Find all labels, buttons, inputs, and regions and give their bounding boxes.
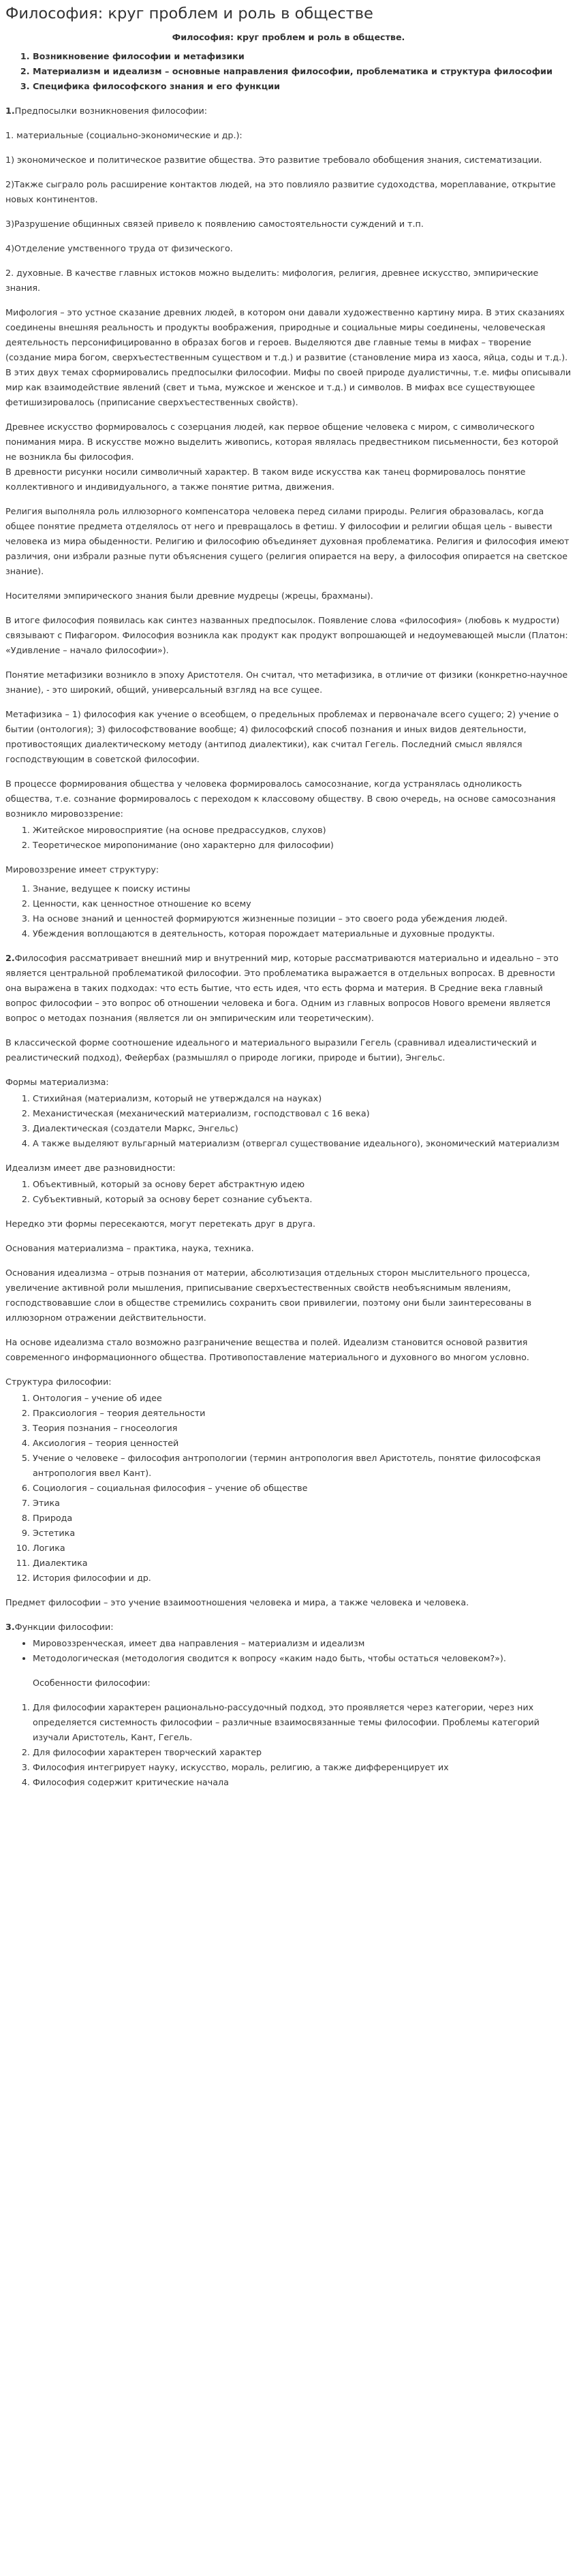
list-item: 2. Ценности, как ценностное отношение ко всему bbox=[33, 896, 572, 911]
paragraph: Метафизика – 1) философия как учение о всеобщем, о предельных проблемах и первоначале всего сущего; 2) учение о бытии (онтология); 3) философствование вообще; 4) философский способ познания и иных видов деятельности, противостоящих диалектическому методу (антипод диалектики), как считал Гегель. Последний смысл являлся господствующим в советской философии. bbox=[5, 709, 559, 764]
materialism-forms-list bbox=[5, 1091, 572, 1151]
section-3-heading bbox=[5, 1620, 572, 1635]
table-of-contents bbox=[5, 49, 572, 94]
list-item: 4. Аксиология – теория ценностей bbox=[33, 1436, 572, 1451]
list-item: 5. Учение о человеке – философия антропологии (термин антропология ввел Аристотель, понятие философская антропология ввел Кант). bbox=[33, 1451, 572, 1481]
list-item: 4. Убеждения воплощаются в деятельность, которая порождает материальные и духовные продукты. bbox=[33, 926, 572, 941]
list-item: 2. Субъективный, который за основу берет сознание субъекта. bbox=[33, 1192, 572, 1207]
list-item: 1. Знание, ведущее к поиску истины bbox=[33, 881, 572, 896]
list-item: 1. Стихийная (материализм, который не утверждался на науках) bbox=[33, 1091, 572, 1106]
section-3-number: 3. bbox=[5, 1622, 15, 1632]
list-item: 2. Праксиология – теория деятельности bbox=[33, 1406, 572, 1421]
list-item: 2. Теоретическое миропонимание (оно характерно для философии) bbox=[33, 838, 572, 853]
list-item: 1. Онтология – учение об идее bbox=[33, 1391, 572, 1406]
list-item: • Методологическая (методология сводится к вопросу «каким надо быть, чтобы остаться человеком?»). bbox=[33, 1651, 572, 1666]
paragraph: Формы материализма: bbox=[5, 1077, 109, 1087]
paragraph-part: В древности рисунки носили символичный характер. В таком виде искусства как танец формировалось понятие коллективного и индивидуального, а также понятие ритма, движения. bbox=[5, 467, 526, 492]
list-item: 3. На основе знаний и ценностей формируются жизненные позиции – это своего рода убеждения людей. bbox=[33, 911, 572, 926]
list-item: 6. Социология – социальная философия – учение об обществе bbox=[33, 1481, 572, 1496]
paragraph: Основания идеализма – отрыв познания от материи, абсолютизация отдельных сторон мыслительного процесса, увеличение активной роли мышления, приписывание сверхъестественных свойств необъяснимым явлениям, господствовавшие слои в обществе стремились сохранить свои привилегии, поэтому они были заинтересованы в иллюзорном отражении действительности. bbox=[5, 1268, 532, 1323]
paragraph: 4)Отделение умственного труда от физического. bbox=[5, 243, 233, 253]
list-item: 9. Эстетика bbox=[33, 1526, 572, 1541]
list-item: 4. А также выделяют вульгарный материализм (отвергал существование идеального), экономический материализм bbox=[33, 1136, 572, 1151]
paragraph: Основания материализма – практика, наука, техника. bbox=[5, 1243, 254, 1253]
paragraph: Структура философии: bbox=[5, 1377, 112, 1387]
list-item: 2. Механистическая (механический материализм, господствовал с 16 века) bbox=[33, 1106, 572, 1121]
paragraph: Нередко эти формы пересекаются, могут перетекать друг в друга. bbox=[5, 1219, 316, 1229]
list-item: 12. История философии и др. bbox=[33, 1571, 572, 1586]
worldview-structure-list bbox=[5, 881, 572, 941]
paragraph: В итоге философия появилась как синтез названных предпосылок. Появление слова «философия» (любовь к мудрости) связывают с Пифагором. Философия возникла как продукт как продукт вопрошающей и недоумевающей мысли (Платон: «Удивление – начало философии»). bbox=[5, 615, 568, 655]
article-subtitle: Философия: круг проблем и роль в обществе. bbox=[172, 32, 405, 42]
list-item: 7. Этика bbox=[33, 1496, 572, 1511]
functions-list bbox=[5, 1636, 572, 1666]
paragraph: Носителями эмпирического знания были древние мудрецы (жрецы, брахманы). bbox=[5, 591, 373, 601]
section-2-number: 2. bbox=[5, 953, 15, 963]
paragraph: 1) экономическое и политическое развитие общества. Это развитие требовало обобщения знания, систематизации. bbox=[5, 155, 542, 165]
list-item: 8. Природа bbox=[33, 1511, 572, 1526]
paragraph bbox=[5, 420, 572, 494]
list-item: 3. Диалектическая (создатели Маркс, Энгельс) bbox=[33, 1121, 572, 1136]
paragraph: Понятие метафизики возникло в эпоху Аристотеля. Он считал, что метафизика, в отличие от физики (конкретно-научное знание), - это широкий, общий, универсальный взгляд на все сущее. bbox=[5, 670, 568, 695]
paragraph: Мифология – это устное сказание древних людей, в котором они давали художественно картину мира. В этих сказаниях соединены внешняя реальность и продукты воображения, природные и социальные миры соединены, человеческая деятельность персонифицированно в образах богов и героев. Выделяются две главные темы в мифах – творение (создание мира богом, сверхъестественным существом и т.д.) и развитие (становление мира из хаоса, яйца, соды и т.д.). В этих двух темах сформировались предпосылки философии. Мифы по своей природе дуалистичны, т.е. мифы описывали мир как взаимодействие явлений (свет и тьма, мужское и женское и т.д.) и символов. В мифах все существующее фетишизировалось (приписание сверхъестественных свойств). bbox=[5, 307, 572, 407]
list-item: 4. Философия содержит критические начала bbox=[33, 1775, 572, 1790]
list-item: 1. Для философии характерен рационально-рассудочный подход, это проявляется через категории, через них определяется системность философии – различные взаимосвязанные темы философии. Проблемы категорий изучали Аристотель, Кант, Гегель. bbox=[33, 1700, 572, 1745]
page-title: Философия: круг проблем и роль в обществе bbox=[5, 5, 373, 22]
features-list bbox=[5, 1700, 572, 1790]
paragraph: Мировоззрение имеет структуру: bbox=[5, 864, 159, 875]
paragraph: Предмет философии – это учение взаимоотношения человека и мира, а также человека и человека. bbox=[5, 1597, 469, 1607]
philosophy-structure-list bbox=[5, 1391, 572, 1586]
toc-item: 2. Материализм и идеализм – основные направления философии, проблематика и структура философии bbox=[33, 64, 572, 79]
list-item: 10. Логика bbox=[33, 1541, 572, 1556]
list-item: 11. Диалектика bbox=[33, 1556, 572, 1571]
list-item: 2. Для философии характерен творческий характер bbox=[33, 1745, 572, 1760]
paragraph: 2)Также сыграло роль расширение контактов людей, на это повлияло развитие судоходства, мореплавание, открытие новых континентов. bbox=[5, 179, 556, 204]
toc-item: 1. Возникновение философии и метафизики bbox=[33, 49, 572, 64]
section-2-intro: Философия рассматривает внешний мир и внутренний мир, которые рассматриваются материально и идеально – это является центральной проблематикой философии. Это проблематика выражается в отдельных вопросах. В древности она выражена в таких подходах: что есть бытие, что есть идея, что есть форма и материя. В Средние века главный вопрос философии – это вопрос об отношении человека и бога. Одним из главных вопросов Нового времени является вопрос о методах познания (является ли он эмпирическим или теоретическим). bbox=[5, 953, 559, 1023]
worldview-types-list bbox=[5, 823, 572, 853]
paragraph-part: Древнее искусство формировалось с созерцания людей, как первое общение человека с миром, с символического понимания мира. В искусстве можно выделить живопись, которая являлась предвестником письменности, без которой не возникла бы философия. bbox=[5, 422, 559, 462]
section-1-heading bbox=[5, 104, 572, 119]
list-item: 3. Философия интегрирует науку, искусство, мораль, религию, а также дифференцирует их bbox=[33, 1760, 572, 1775]
paragraph: Религия выполняла роль иллюзорного компенсатора человека перед силами природы. Религия образовалась, когда общее понятие предмета отделялось от него и превращалось в фетиш. У философии и религии общая цель - вывести человека из мира обыденности. Религию и философию объединяет духовная проблематика. Религия и философия имеют различия, они избрали разные пути объяснения сущего (религия опирается на веру, а философия опирается на светское знание). bbox=[5, 506, 570, 576]
section-2-paragraph bbox=[5, 951, 572, 1026]
paragraph: Идеализм имеет две разновидности: bbox=[5, 1163, 176, 1173]
paragraph: 3)Разрушение общинных связей привело к появлению самостоятельности суждений и т.п. bbox=[5, 219, 424, 229]
paragraph: В классической форме соотношение идеального и материального выразили Гегель (сравнивал идеалистический и реалистический подход), Фейербах (размышлял о природе логики, природе и бытии), Энгельс. bbox=[5, 1037, 537, 1063]
paragraph: Особенности философии: bbox=[33, 1678, 151, 1688]
section-1-number: 1. bbox=[5, 106, 15, 116]
section-1-heading-text: Предпосылки возникновения философии: bbox=[14, 106, 207, 116]
paragraph: В процессе формирования общества у человека формировалось самосознание, когда устранялась одноликость общества, т.е. сознание формировалось с переходом к классовому обществу. В свою очередь, на основе самосознания возникло мировоззрение: bbox=[5, 779, 556, 819]
paragraph: На основе идеализма стало возможно разграничение вещества и полей. Идеализм становится основой развития современного информационного общества. Противопоставление материального и духовного во многом условно. bbox=[5, 1337, 529, 1362]
section-3-heading-text: Функции философии: bbox=[14, 1622, 114, 1632]
list-item: 1. Объективный, который за основу берет абстрактную идею bbox=[33, 1177, 572, 1192]
list-item: • Мировоззренческая, имеет два направления – материализм и идеализм bbox=[33, 1636, 572, 1651]
toc-item: 3. Специфика философского знания и его функции bbox=[33, 79, 572, 94]
list-item: 1. Житейское мировосприятие (на основе предрассудков, слухов) bbox=[33, 823, 572, 838]
paragraph: 2. духовные. В качестве главных истоков можно выделить: мифология, религия, древнее искусство, эмпирические знания. bbox=[5, 268, 539, 293]
idealism-kinds-list bbox=[5, 1177, 572, 1207]
list-item: 3. Теория познания – гносеология bbox=[33, 1421, 572, 1436]
paragraph: 1. материальные (социально-экономические и др.): bbox=[5, 130, 243, 140]
